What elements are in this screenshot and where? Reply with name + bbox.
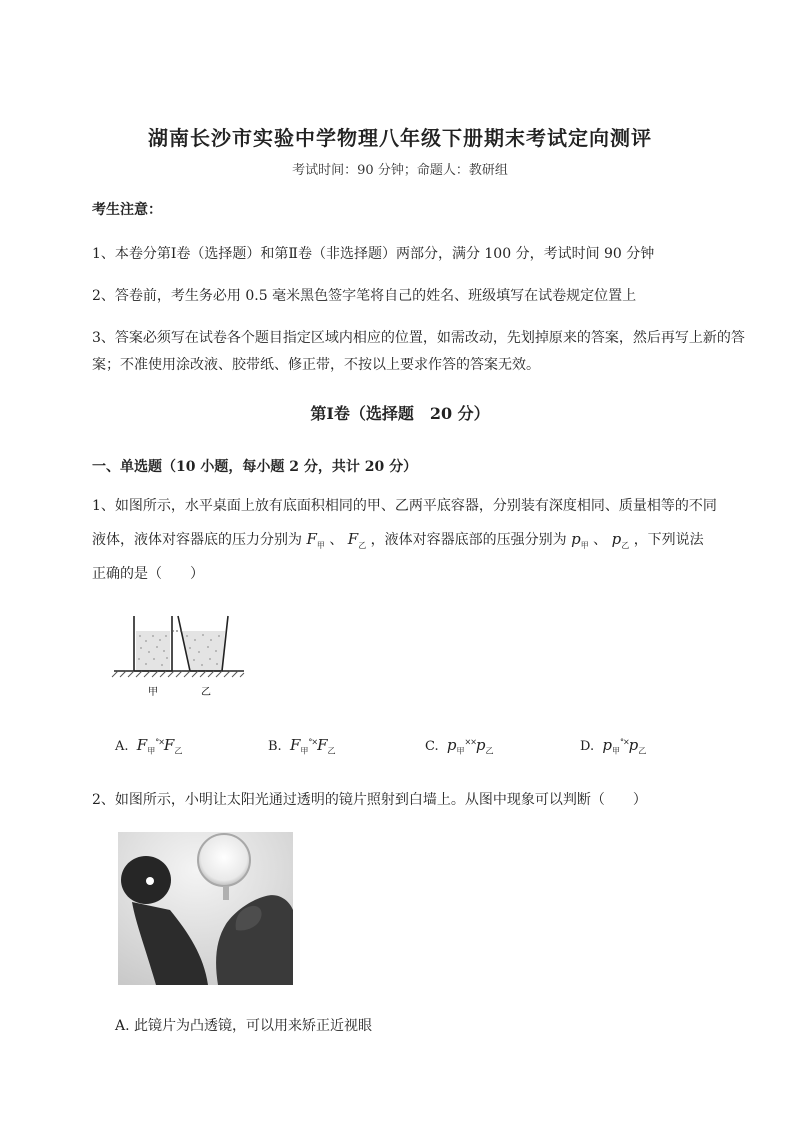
question-1-line-1: 1、如图所示，水平桌面上放有底面积相同的甲、乙两平底容器，分别装有深度相同、质量相等的不同	[92, 498, 717, 514]
light-spot	[146, 877, 154, 885]
question-1-line-3: 正确的是（ ）	[92, 566, 204, 582]
figure-label-yi: 乙	[201, 687, 211, 698]
question-2: 2、如图所示，小明让太阳光通过透明的镜片照射到白墙上。从图中现象可以判断（ ）	[92, 792, 647, 808]
figure-label-jia: 甲	[148, 687, 158, 698]
lens-photo	[118, 832, 293, 985]
notice-heading: 考生注意：	[92, 202, 162, 218]
question-1-line-2: 液体，液体对容器底的压力分别为 $F_甲$ 、 $F_乙$ ，液体对容器底部的压强分别为 $p_甲$ 、 $p_乙$ ，下列说法	[92, 530, 704, 550]
part-heading: 一、单选题（10 小题，每小题 2 分，共计 20 分）	[92, 459, 418, 475]
option-2a[interactable]: A. 此镜片为凸透镜，可以用来矫正近视眼	[115, 1018, 373, 1034]
shadow-blob	[121, 856, 171, 904]
notice-item-1: 1、本卷分第Ⅰ卷（选择题）和第Ⅱ卷（非选择题）两部分，满分 100 分，考试时间 90 分钟	[92, 246, 655, 262]
option-1c[interactable]: C. $p_甲^{\times\times}p_乙$	[425, 736, 494, 756]
page-title: 湖南长沙市实验中学物理八年级下册期末考试定向测评	[148, 126, 652, 150]
lens-handle	[223, 886, 229, 900]
option-1a[interactable]: A. $F_甲^{^\circ\times}F_乙$	[115, 736, 183, 756]
lens	[198, 834, 250, 886]
option-1b[interactable]: B. $F_甲^{^\circ\times}F_乙$	[268, 736, 336, 756]
notice-item-2: 2、答卷前，考生务必用 0.5 毫米黑色签字笔将自己的姓名、班级填写在试卷规定位置上	[92, 288, 637, 304]
exam-info: 考试时间：90 分钟；命题人：教研组	[292, 163, 508, 178]
notice-item-3: 3、答案必须写在试卷各个题目指定区域内相应的位置，如需改动，先划掉原来的答案，然后再写上新的答案；不准使用涂改液、胶带纸、修正带，不按以上要求作答的答案无效。	[92, 330, 745, 373]
option-1d[interactable]: D. $p_甲^{^\circ\times}p_乙$	[580, 736, 647, 756]
section-title: 第Ⅰ卷（选择题 20 分）	[310, 404, 490, 423]
containers-figure	[110, 610, 250, 700]
